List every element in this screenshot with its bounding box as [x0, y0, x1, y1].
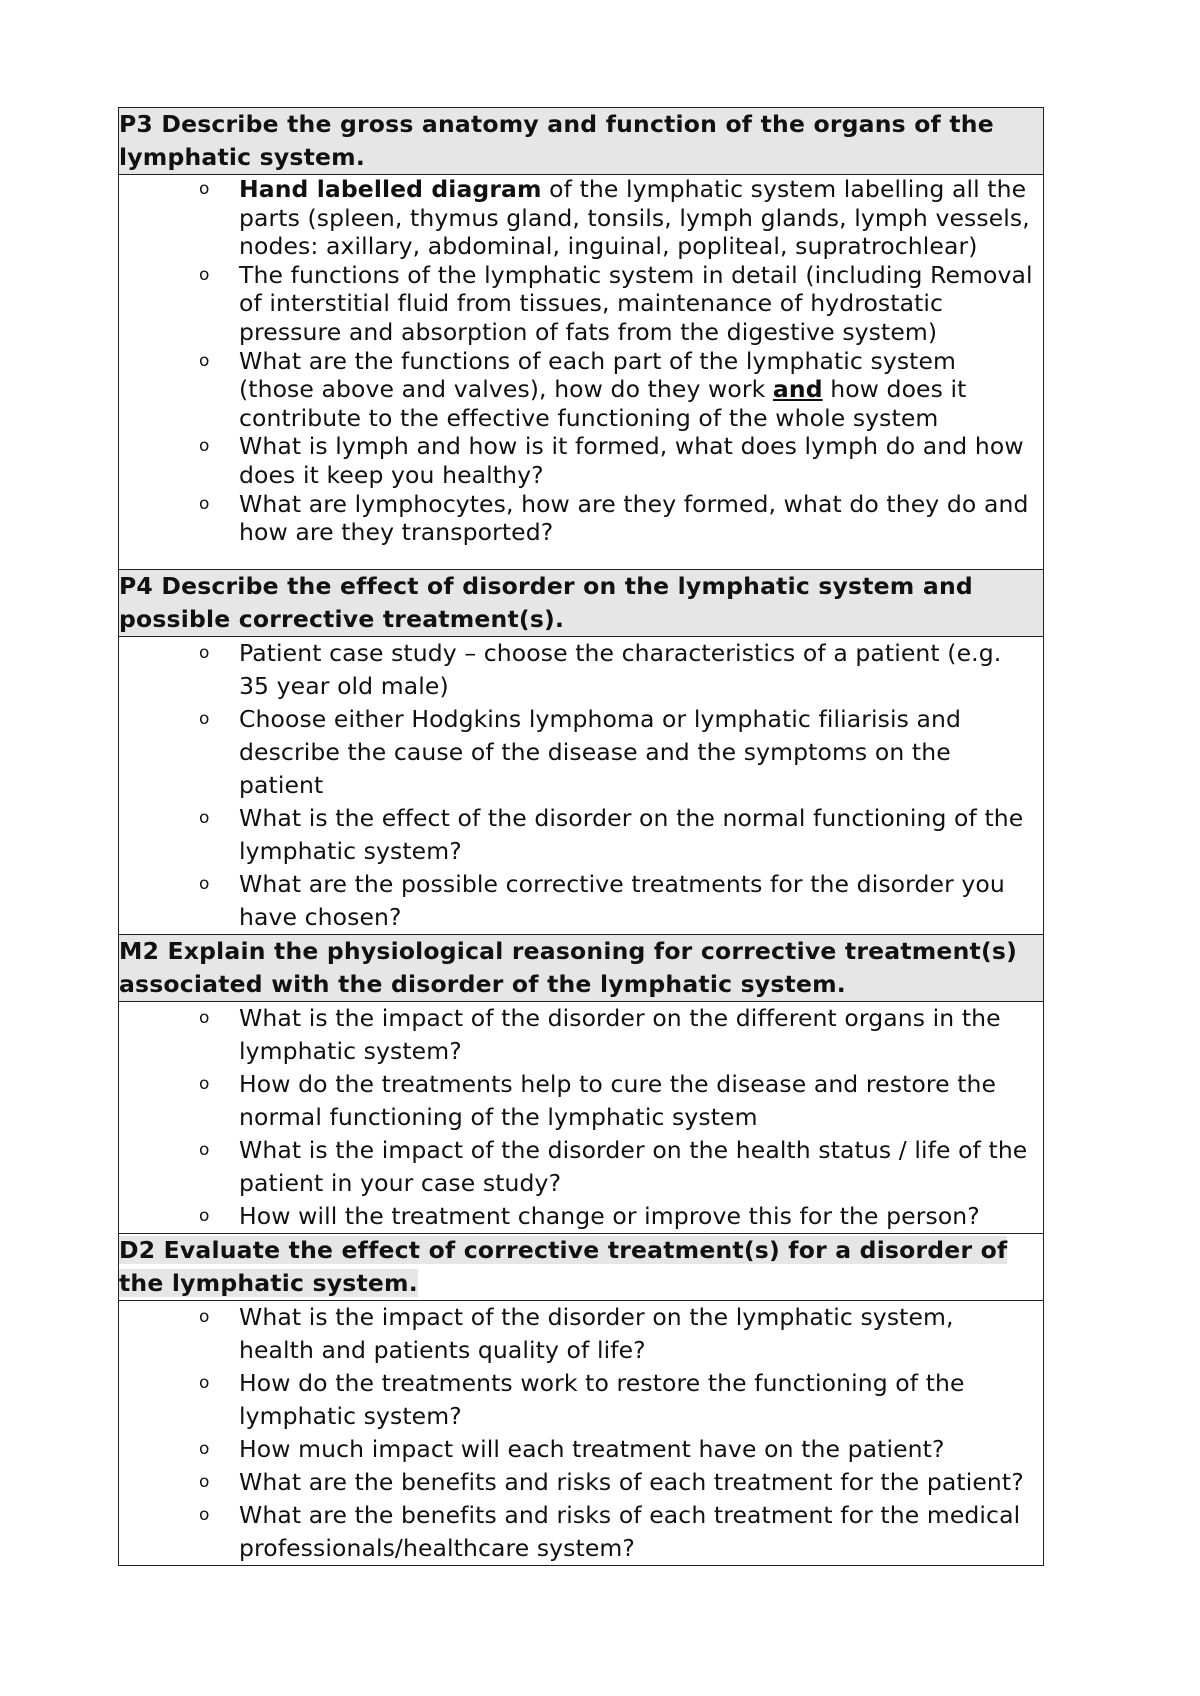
m2-body-row [119, 1001, 1044, 1233]
list-item [199, 703, 1033, 802]
item-text: What is the effect of the disorder on the normal functioning of the lymphatic system? [239, 803, 1024, 865]
bullet-icon: o [199, 436, 210, 457]
m2-list [119, 1002, 1043, 1233]
list-item [199, 637, 1033, 703]
item-text: How do the treatments help to cure the disease and restore the normal functioning of the lymphatic system [239, 1069, 997, 1131]
p4-list [119, 637, 1043, 934]
list-item [199, 260, 1033, 347]
p3-body-row [119, 175, 1044, 570]
bullet-icon: o [199, 642, 210, 663]
bullet-icon: o [199, 1504, 210, 1525]
item-underlined-text: and [772, 375, 823, 404]
item-text: What is the impact of the disorder on the different organs in the lymphatic system? [239, 1003, 1001, 1065]
list-item [199, 1002, 1033, 1068]
bullet-icon: o [199, 264, 210, 285]
item-text: What are the benefits and risks of each treatment for the patient? [239, 1467, 1024, 1496]
bullet-icon: o [199, 1306, 210, 1327]
list-item [199, 1499, 1033, 1565]
list-item [199, 175, 1033, 261]
item-text: What are lymphocytes, how are they formed, what do they do and how are they transported? [239, 489, 1029, 547]
list-item [199, 868, 1033, 934]
list-item [199, 1134, 1033, 1200]
p3-header-row [119, 108, 1044, 175]
list-item [199, 432, 1033, 489]
item-text: How will the treatment change or improve this for the person? [239, 1201, 980, 1230]
item-text: What is the impact of the disorder on the health status / life of the patient in your case study? [239, 1135, 1028, 1197]
d2-header-cell [119, 1233, 1044, 1300]
item-text: The functions of the lymphatic system in detail (including Removal of interstitial fluid from tissues, maintenance of hydrostatic pressure and absorption of fats from the digestive system) [239, 260, 1033, 346]
item-bold-text: Hand labelled diagram [239, 175, 542, 203]
p3-title: P3 Describe the gross anatomy and function of the organs of the lymphatic system. [119, 110, 994, 171]
m2-header-row [119, 934, 1044, 1001]
item-text: how does it contribute to the effective functioning of the whole system [239, 375, 967, 432]
m2-header-cell [119, 934, 1044, 1001]
bullet-icon: o [199, 179, 210, 199]
p4-title: P4 Describe the effect of disorder on the lymphatic system and possible corrective treatment(s). [119, 571, 973, 633]
list-item [199, 1367, 1033, 1433]
p3-body-cell [119, 175, 1044, 570]
list-item [199, 1466, 1033, 1499]
d2-list [119, 1301, 1043, 1565]
p4-header-cell [119, 569, 1044, 636]
item-text: What are the functions of each part of the lymphatic system (those above and valves), how do they work [239, 346, 957, 404]
bullet-icon: o [199, 708, 210, 729]
item-text: Choose either Hodgkins lymphoma or lymphatic filiarisis and describe the cause of the disease and the symptoms on the patient [239, 704, 962, 799]
item-text: What is lymph and how is it formed, what does lymph do and how does it keep you healthy? [239, 432, 1024, 489]
list-item [199, 346, 1033, 433]
bullet-icon: o [199, 1372, 210, 1393]
p3-header-cell [119, 108, 1044, 175]
item-text: Patient case study – choose the characteristics of a patient (e.g. 35 year old male) [239, 638, 1002, 700]
d2-title: D2 Evaluate the effect of corrective treatment(s) for a disorder of the lymphatic system. [119, 1235, 1008, 1297]
item-text: What is the impact of the disorder on the lymphatic system, health and patients quality of life? [239, 1302, 954, 1364]
item-text: How do the treatments work to restore the functioning of the lymphatic system? [239, 1368, 965, 1430]
item-text: What are the benefits and risks of each treatment for the medical professionals/healthcare system? [239, 1500, 1021, 1562]
bullet-icon: o [199, 1139, 210, 1160]
list-item [199, 489, 1033, 547]
item-text: What are the possible corrective treatments for the disorder you have chosen? [239, 869, 1005, 931]
p4-body-cell [119, 636, 1044, 934]
d2-body-cell [119, 1300, 1044, 1565]
list-item [199, 1200, 1033, 1233]
list-item [199, 802, 1033, 868]
bullet-icon: o [199, 1205, 210, 1226]
item-text: of the lymphatic system labelling all the parts (spleen, thymus gland, tonsils, lymph glands, lymph vessels, nodes: axillary, abdominal, inguinal, popliteal, supratrochlear) [239, 175, 1030, 261]
d2-header-row [119, 1233, 1044, 1300]
p3-list [119, 175, 1043, 569]
bullet-icon: o [199, 1073, 210, 1094]
m2-title: M2 Explain the physiological reasoning for corrective treatment(s) associated with the disorder of the lymphatic system. [119, 936, 1018, 998]
bullet-icon: o [199, 1438, 210, 1459]
bullet-icon: o [199, 807, 210, 828]
bullet-icon: o [199, 873, 210, 894]
bullet-icon: o [199, 493, 210, 514]
list-item [199, 1433, 1033, 1466]
p4-header-row [119, 569, 1044, 636]
bullet-icon: o [199, 350, 210, 371]
bullet-icon: o [199, 1007, 210, 1028]
item-text: How much impact will each treatment have on the patient? [239, 1434, 945, 1463]
criteria-table [118, 107, 1044, 1566]
d2-body-row [119, 1300, 1044, 1565]
list-item [199, 1301, 1033, 1367]
p4-body-row [119, 636, 1044, 934]
m2-body-cell [119, 1001, 1044, 1233]
bullet-icon: o [199, 1471, 210, 1492]
list-item [199, 1068, 1033, 1134]
